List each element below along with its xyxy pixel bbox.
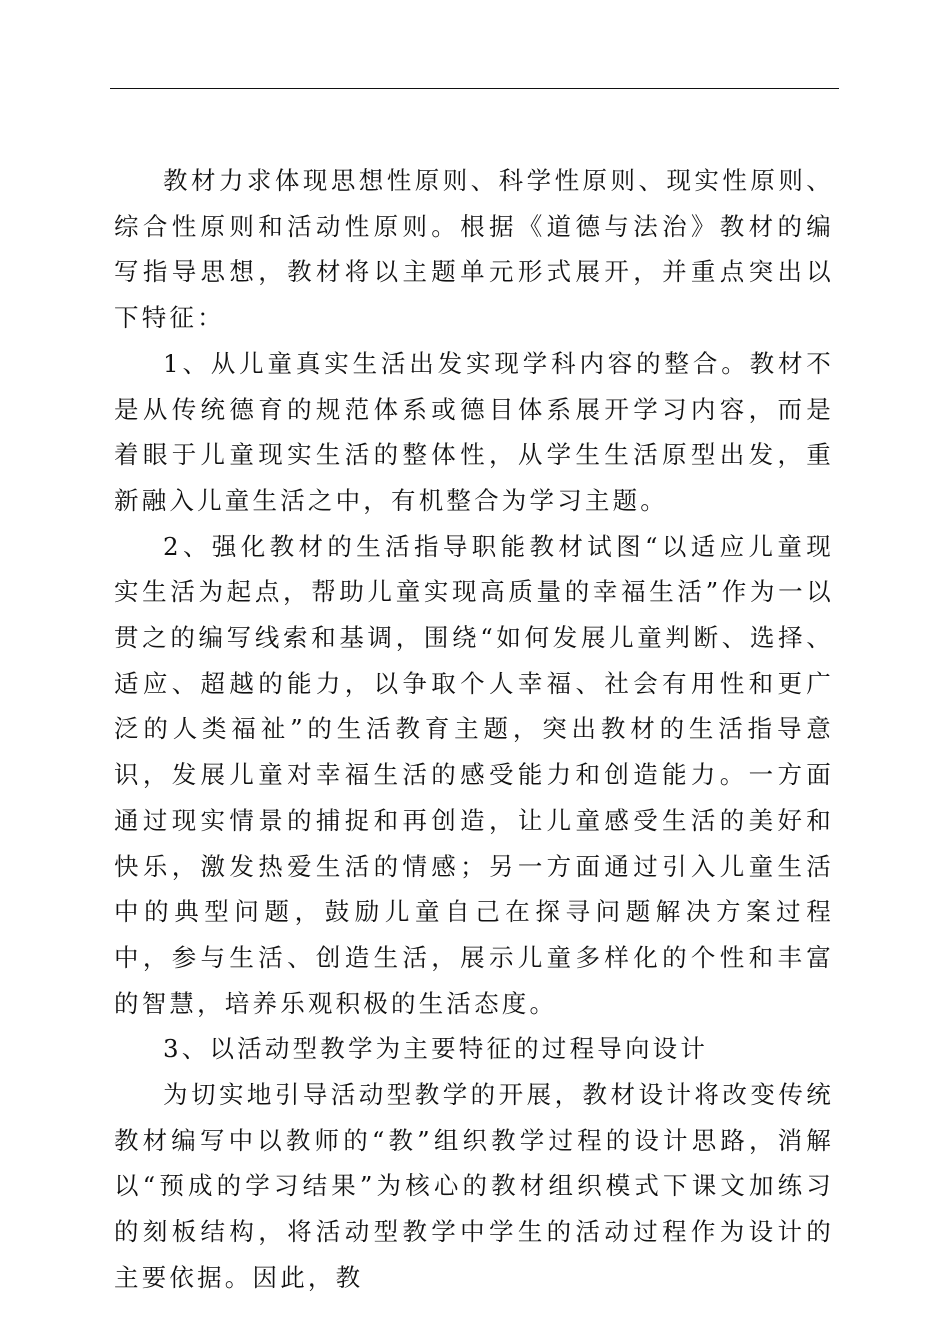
paragraph-point-1: 1、从儿童真实生活出发实现学科内容的整合。教材不是从传统德育的规范体系或德目体系展开学习内容，而是着眼于儿童现实生活的整体性，从学生生活原型出发，重新融入儿童生活之中，有机整合为学习主题。 <box>114 348 834 515</box>
paragraph-point-2: 2、强化教材的生活指导职能教材试图“以适应儿童现实生活为起点，帮助儿童实现高质量的幸福生活”作为一以贯之的编写线索和基调，围绕“如何发展儿童判断、选择、适应、超越的能力，以争取个人幸福、社会有用性和更广泛的人类福祉”的生活教育主题，突出教材的生活指导意识，发展儿童对幸福生活的感受能力和创造能力。一方面通过现实情景的捕捉和再创造，让儿童感受生活的美好和快乐，激发热爱生活的情感；另一方面通过引入儿童生活中的典型问题，鼓励儿童自己在探寻问题解决方案过程中，参与生活、创造生活，展示儿童多样化的个性和丰富的智慧，培养乐观积极的生活态度。 <box>114 531 834 1018</box>
paragraph-point-3-body: 为切实地引导活动型教学的开展，教材设计将改变传统教材编写中以教师的“教”组织教学过程的设计思路，消解以“预成的学习结果”为核心的教材组织模式下课文加练习的刻板结构，将活动型教学中学生的活动过程作为设计的主要依据。因此，教 <box>114 1080 834 1292</box>
document-body <box>114 158 834 1301</box>
header-rule <box>110 88 839 89</box>
paragraph-point-3-heading: 3、以活动型教学为主要特征的过程导向设计 <box>163 1034 709 1064</box>
paragraph-intro: 教材力求体现思想性原则、科学性原则、现实性原则、综合性原则和活动性原则。根据《道德与法治》教材的编写指导思想，教材将以主题单元形式展开，并重点突出以下特征： <box>114 166 834 333</box>
